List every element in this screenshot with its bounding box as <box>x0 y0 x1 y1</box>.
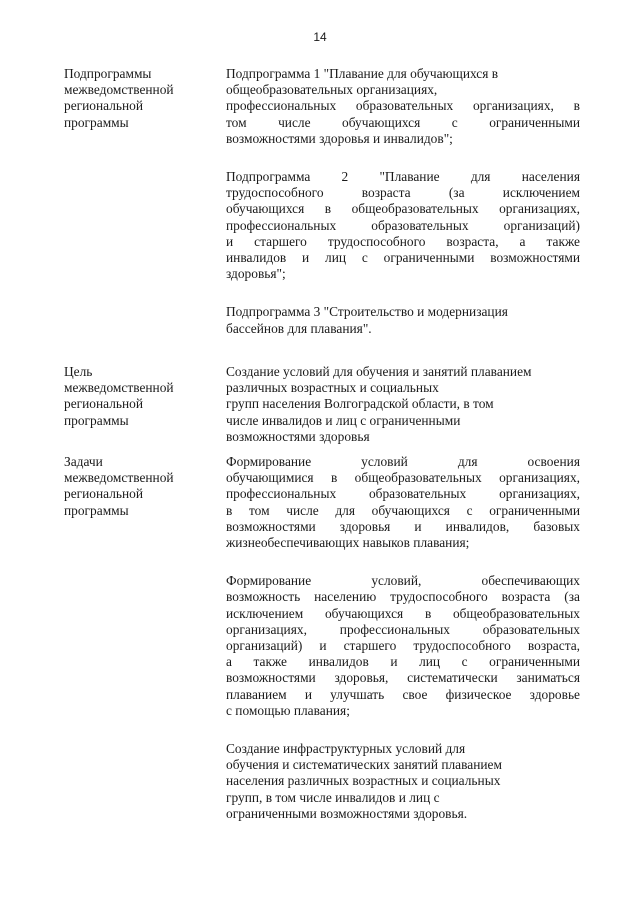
text-line: организациях, профессиональных образовательных <box>226 621 580 637</box>
text-line: в том числе для обучающихся с ограниченными <box>226 502 580 518</box>
label-line: региональной <box>64 396 144 412</box>
text-line: населения различных возрастных и социальных <box>226 773 501 789</box>
text-line: общеобразовательных организациях, <box>226 82 438 98</box>
text-line: трудоспособного возраста (за исключением <box>226 185 580 201</box>
text-line: обучающихся в общеобразовательных организациях, <box>226 201 580 217</box>
text-line: и старшего трудоспособного возраста, а также <box>226 233 580 249</box>
label-line: Задачи <box>64 454 103 469</box>
section-label <box>64 66 214 131</box>
text-line: Создание инфраструктурных условий для <box>226 741 466 757</box>
paragraph-spacer <box>226 147 580 169</box>
text-line: профессиональных образовательных организациях, в <box>226 98 580 114</box>
paragraph <box>226 364 580 445</box>
text-line: возможность населению трудоспособного возраста (за <box>226 589 580 605</box>
text-line: а также инвалидов и лиц с ограниченными <box>226 654 580 670</box>
section-label <box>64 454 214 519</box>
text-line: возможностями здоровья и инвалидов, базовых <box>226 518 580 534</box>
section-content <box>226 454 580 822</box>
text-line: организаций) и старшего трудоспособного возраста, <box>226 638 580 654</box>
page-number: 14 <box>313 30 327 44</box>
section-content <box>226 364 580 445</box>
section-content <box>226 66 580 337</box>
text-line: ограниченными возможностями здоровья. <box>226 805 468 821</box>
label-line: межведомственной <box>64 82 174 98</box>
paragraph-spacer <box>226 719 580 741</box>
text-line: жизнеобеспечивающих навыков плавания; <box>226 535 470 551</box>
text-line: обучения и систематических занятий плаванием <box>226 757 502 773</box>
text-line: обучающимися в общеобразовательных организациях, <box>226 470 580 486</box>
paragraph-spacer <box>226 551 580 573</box>
label-line: региональной <box>64 486 144 502</box>
section-label <box>64 364 214 429</box>
paragraph <box>226 573 580 719</box>
text-line: возможностями здоровья и инвалидов"; <box>226 130 453 146</box>
text-line: здоровья"; <box>226 266 286 282</box>
text-line: Создание условий для обучения и занятий плаванием <box>226 364 532 379</box>
text-line: Подпрограмма 1 "Плавание для обучающихся в <box>226 66 499 81</box>
text-line: исключением обучающихся в общеобразовательных <box>226 605 580 621</box>
text-line: инвалидов и лиц с ограниченными возможностями <box>226 250 580 266</box>
label-line: региональной <box>64 98 144 114</box>
text-line: Формирование условий, обеспечивающих <box>226 573 580 589</box>
label-line: межведомственной <box>64 380 174 396</box>
text-line: том числе обучающихся с ограниченными <box>226 114 580 130</box>
paragraph <box>226 169 580 282</box>
label-line: Цель <box>64 364 93 379</box>
text-line: групп, в том числе инвалидов и лиц с <box>226 789 440 805</box>
text-line: с помощью плавания; <box>226 702 350 718</box>
paragraph <box>226 304 580 336</box>
label-line: Подпрограммы <box>64 66 152 81</box>
paragraph <box>226 741 580 822</box>
label-line: межведомственной <box>64 470 174 486</box>
paragraph <box>226 454 580 551</box>
text-line: групп населения Волгоградской области, в том <box>226 396 494 412</box>
text-line: Формирование условий для освоения <box>226 454 580 469</box>
text-line: числе инвалидов и лиц с ограниченными <box>226 412 461 428</box>
label-line: программы <box>64 502 129 518</box>
paragraph-spacer <box>226 282 580 304</box>
text-line: плаванием и улучшать свое физическое здоровье <box>226 686 580 702</box>
text-line: Подпрограмма 2 "Плавание для населения <box>226 169 580 185</box>
label-line: программы <box>64 412 129 428</box>
text-line: возможностями здоровья, систематически заниматься <box>226 670 580 686</box>
label-line: программы <box>64 114 129 130</box>
paragraph <box>226 66 580 147</box>
text-line: профессиональных образовательных организаций) <box>226 217 580 233</box>
text-line: профессиональных образовательных организациях, <box>226 486 580 502</box>
text-line: различных возрастных и социальных <box>226 380 439 396</box>
text-line: бассейнов для плавания". <box>226 320 372 336</box>
text-line: Подпрограмма 3 "Строительство и модернизация <box>226 304 508 320</box>
text-line: возможностями здоровья <box>226 428 370 444</box>
